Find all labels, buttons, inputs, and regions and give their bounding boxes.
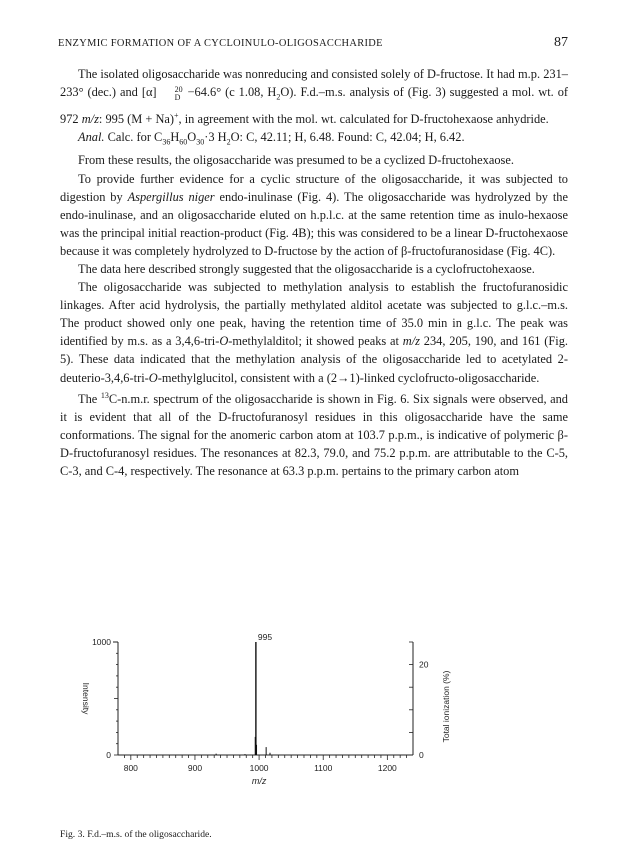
running-title: ENZYMIC FORMATION OF A CYCLOINULO-OLIGOSACCHARIDE	[58, 38, 383, 49]
peak-label: 995	[257, 632, 273, 642]
paragraph-5: The data here described strongly suggested that the oligosaccharide is a cyclofructohexaose.	[78, 262, 535, 276]
x-tick-label: 800	[123, 763, 138, 773]
y2-tick-label: 20	[419, 659, 429, 670]
paragraph-3: From these results, the oligosaccharide was presumed to be a cyclized D-fructohexaose.	[78, 153, 514, 168]
figure-caption: Fig. 3. F.d.–m.s. of the oligosaccharide.	[60, 829, 212, 840]
paragraph-6: The oligosaccharide was subjected to methylation analysis to establish the fructofuranosidic linkages. After acid hydrolysis, the partially methylated alditol acetate was subjected to g.l.c.–m.s. The product showed only one peak, having the retention time of 35.0 min in g.l.c. The peak was identified by m.s. as a 3,4,6-tri-O-methylalditol; it showed peaks at m/z 234, 205, 190, and 161 (Fig. 5). These data indicated that the methylation analysis of the oligosaccharide led to acetylated 2-deuterio-3,4,6-tri-O-methylglucitol, consistent with a (2→1)-linked cyclofructo-oligosaccharide.	[60, 280, 569, 385]
chart-axes	[113, 642, 413, 755]
chart-peaks	[216, 642, 270, 755]
x-tick-label: 1000	[249, 763, 269, 773]
y2-axis-title: Total ionization (%)	[441, 670, 451, 743]
y-tick-label: 0	[106, 750, 111, 760]
x-tick-label: 1100	[314, 763, 333, 773]
x-tick-label: 1200	[377, 763, 397, 773]
paragraph-4: To provide further evidence for a cyclic structure of the oligosaccharide, it was subjected to digestion by Aspergillus niger endo-inulinase (Fig. 4). The oligosaccharide was hydrolyzed by the endo-inulinase, and an oligosaccharide eluted on h.p.l.c. at the same retention time as inulo-hexaose was the principal initial reaction-product (Fig. 4B); this was considered to be a linear D-fructohexaose because it was completely hydrolyzed to D-fructose by the action of β-fructofuranosidase (Fig. 4C).	[60, 171, 568, 258]
chart-labels	[81, 632, 451, 786]
x-axis-title: m/z	[251, 776, 267, 786]
paragraph-analysis: Anal. Calc. for $C_{36}H_{60}O_{30}\cdot 3$ $H_2O$: C, 42.11; H, 6.48. Found: C, 42.04; H, 6.42.	[78, 129, 465, 147]
paragraph-7: The $^{13}$C-n.m.r. spectrum of the oligosaccharide is shown in Fig. 6. Six signals were observed, and it is evident that all of the D-fructofuranosyl residues in this oligosaccharide have the same conformations. The signal for the anomeric carbon atom at 103.7 p.p.m., is indicative of polymeric β-D-fructofuranosyl residues. The resonances at 82.3, 79.0, and 75.2 p.p.m. are attributable to the C-5, C-3, and C-4, respectively. The resonance at 63.3 p.p.m. pertains to the primary carbon atom	[60, 390, 568, 479]
y2-tick-label: 0	[419, 750, 424, 760]
chart-ticks	[114, 642, 413, 760]
page-number: 87	[554, 35, 568, 50]
x-tick-label: 900	[187, 763, 203, 773]
y-axis-title: Intensity	[81, 682, 91, 715]
y-tick-label: 1000	[92, 637, 111, 647]
paragraph-1: The isolated oligosaccharide was nonreducing and consisted solely of D-fructose. It had m.p. 231–233° (dec.) and [α] 20 D −64.6° (c 1.08, $H_2O$). F.d.–m.s. analysis of (Fig. 3) suggested a mol. wt. of 972 m/z: 995 (M + Na)+, in agreement with the mol. wt. calculated for D-fructohexaose anhydride.	[60, 67, 569, 126]
